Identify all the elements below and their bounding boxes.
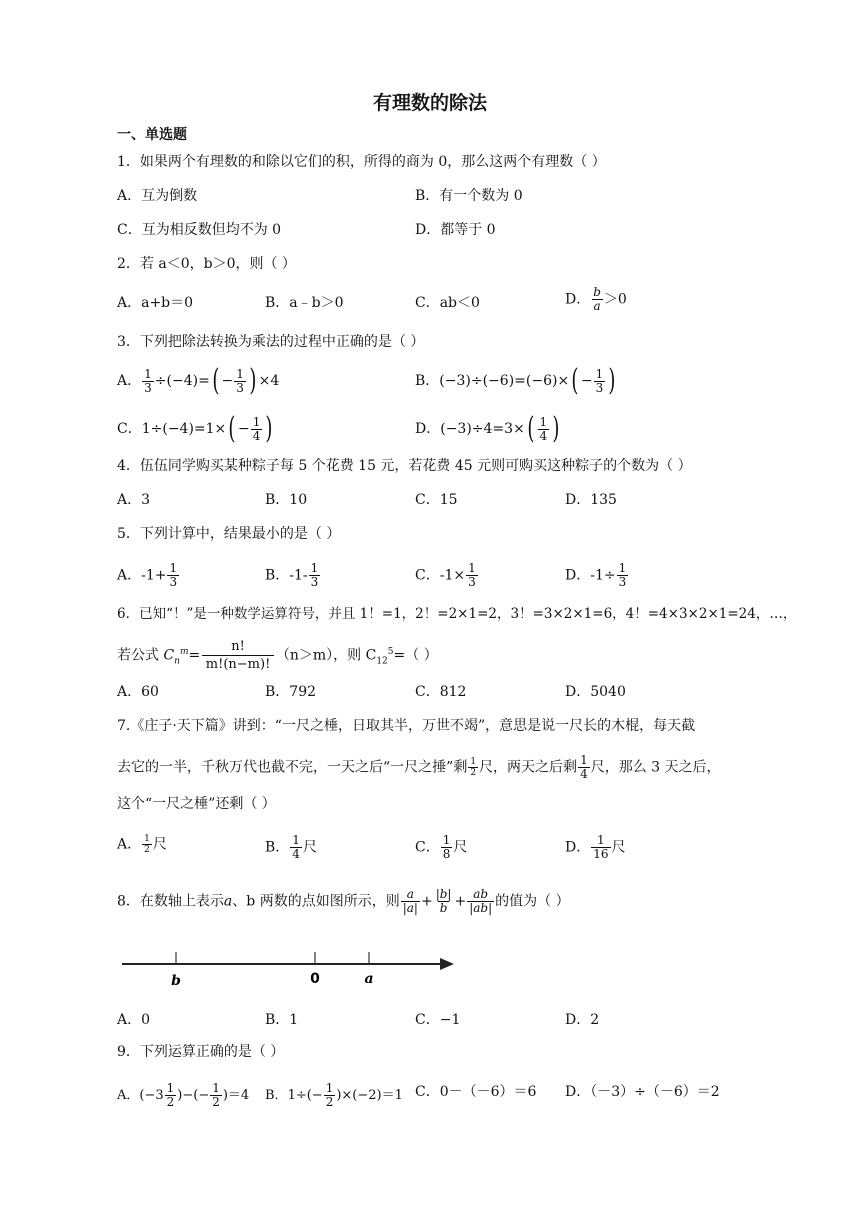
option-label: D．: [565, 291, 591, 308]
q4-option-b[interactable]: B．10: [265, 492, 308, 508]
section-heading: 一、单选题: [117, 127, 187, 143]
q5-option-b[interactable]: B．-1- $\frac{1}{3}$: [265, 561, 319, 589]
q3-option-b[interactable]: B．(−3)÷(−6)=(−6)×( − $\frac{1}{3}$ ): [415, 363, 616, 398]
q8-option-a[interactable]: A．0: [117, 1012, 151, 1028]
q1-option-d[interactable]: D．都等于 0: [415, 222, 496, 238]
page-title: 有理数的除法: [372, 92, 487, 114]
q6-option-c[interactable]: C．812: [415, 684, 467, 700]
label-b: b: [171, 973, 181, 989]
q8-option-c[interactable]: C．−1: [415, 1012, 461, 1028]
q8-option-b[interactable]: B．1: [265, 1012, 299, 1028]
q2-option-d[interactable]: D． $\frac{b}{a}$ ＞0: [565, 285, 627, 313]
q5-option-c[interactable]: C．-1× $\frac{1}{3}$: [415, 561, 476, 589]
q1-option-a[interactable]: A．互为倒数: [117, 188, 198, 204]
question-3-stem: 3．下列把除法转换为乘法的过程中正确的是（ ）: [117, 334, 425, 350]
question-4-stem: 4．伍伍同学购买某种粽子每 5 个花费 15 元，若花费 45 元则可购买这种粽子的个数为（ ）: [117, 458, 692, 474]
q9-option-a[interactable]: A．(−3 $\frac{1}{2}$ )−(− $\frac{1}{2}$ )＝4: [117, 1081, 250, 1109]
question-6-stem: 6．已知“！”是一种数学运算符号，并且 1！=1，2！=2×1=2，3！=3×2×1=6，4！=4×3×2×1=24，…，: [117, 606, 797, 622]
q2-option-b[interactable]: B．a﹣b＞0: [265, 295, 344, 311]
q4-option-a[interactable]: A．3: [117, 492, 151, 508]
q8-option-d[interactable]: D．2: [565, 1012, 600, 1028]
question-5-stem: 5．下列计算中，结果最小的是（ ）: [117, 526, 341, 542]
arrow-right-icon: [440, 958, 454, 970]
q7-option-d[interactable]: D． $\frac{1}{16}$ 尺: [565, 833, 626, 861]
q3-option-a[interactable]: A． $\frac{1}{3}$ ÷(−4)=( − $\frac{1}{3}$ ) ×4: [117, 363, 280, 398]
number-line-figure: [118, 940, 458, 990]
question-7-line-2: 去它的一半，千秋万代也截不完，一天之后“一尺之捶”剩 $\frac{1}{2}$ 尺，两天之后剩 $\frac{1}{4}$ 尺，那么 3 天之后，: [117, 753, 721, 781]
q7-option-a[interactable]: A． $\frac{1}{2}$ 尺: [117, 834, 167, 855]
q1-option-c[interactable]: C．互为相反数但均不为 0: [117, 222, 282, 238]
q7-option-c[interactable]: C． $\frac{1}{8}$ 尺: [415, 833, 468, 861]
q2-option-c[interactable]: C．ab＜0: [415, 295, 480, 311]
q7-option-b[interactable]: B． $\frac{1}{4}$ 尺: [265, 833, 317, 861]
q6-option-b[interactable]: B．792: [265, 684, 317, 700]
question-7-line-1: 7.《庄子·天下篇》讲到：“一尺之棰，日取其半，万世不竭”，意思是说一尺长的木棍，每天截: [117, 718, 696, 734]
q4-option-d[interactable]: D．135: [565, 492, 617, 508]
q9-option-c[interactable]: C．0－（－6）＝6: [415, 1084, 537, 1100]
q5-option-a[interactable]: A．-1+ $\frac{1}{3}$: [117, 561, 178, 589]
fraction-b-over-a: $\frac{b}{a}$: [593, 285, 601, 313]
q6-option-d[interactable]: D．5040: [565, 684, 626, 700]
question-7-line-3: 这个“一尺之棰”还剩（ ）: [117, 796, 276, 812]
q3-option-c[interactable]: C．1÷(−4)=1×( − $\frac{1}{4}$ ): [117, 411, 273, 446]
q5-option-d[interactable]: D．-1÷ $\frac{1}{3}$: [565, 561, 627, 589]
q4-option-c[interactable]: C．15: [415, 492, 458, 508]
question-9-stem: 9．下列运算正确的是（ ）: [117, 1044, 285, 1060]
label-a: a: [364, 971, 374, 987]
label-zero: 0: [310, 971, 320, 987]
question-6-formula-line: 若公式 $C_n^m=$ $\frac{n!}{m!(n-m)!}$ （n＞m），则 $C_{12}^5=$（ ）: [117, 639, 438, 672]
question-8-stem: 8．在数轴上表示a、b 两数的点如图所示，则 $\frac{a}{|a|}$ + $\frac{|b|}{b}$ + $\frac{ab}{|ab|}$ 的值为（ ）: [117, 887, 570, 915]
q1-option-b[interactable]: B．有一个数为 0: [415, 188, 523, 204]
q6-option-a[interactable]: A．60: [117, 684, 159, 700]
q2-option-a[interactable]: A．a+b＝0: [117, 295, 194, 311]
question-1-stem: 1．如果两个有理数的和除以它们的积，所得的商为 0，那么这两个有理数（ ）: [117, 154, 606, 170]
q9-option-d[interactable]: D．（－3）÷（－6）＝2: [565, 1084, 720, 1100]
q3-option-d[interactable]: D．(−3)÷4=3×( $\frac{1}{4}$ ): [415, 411, 560, 446]
q9-option-b[interactable]: B．1÷(− $\frac{1}{2}$ )×(−2)＝1: [265, 1081, 403, 1109]
question-2-stem: 2．若 a＜0，b＞0，则（ ）: [117, 256, 296, 272]
